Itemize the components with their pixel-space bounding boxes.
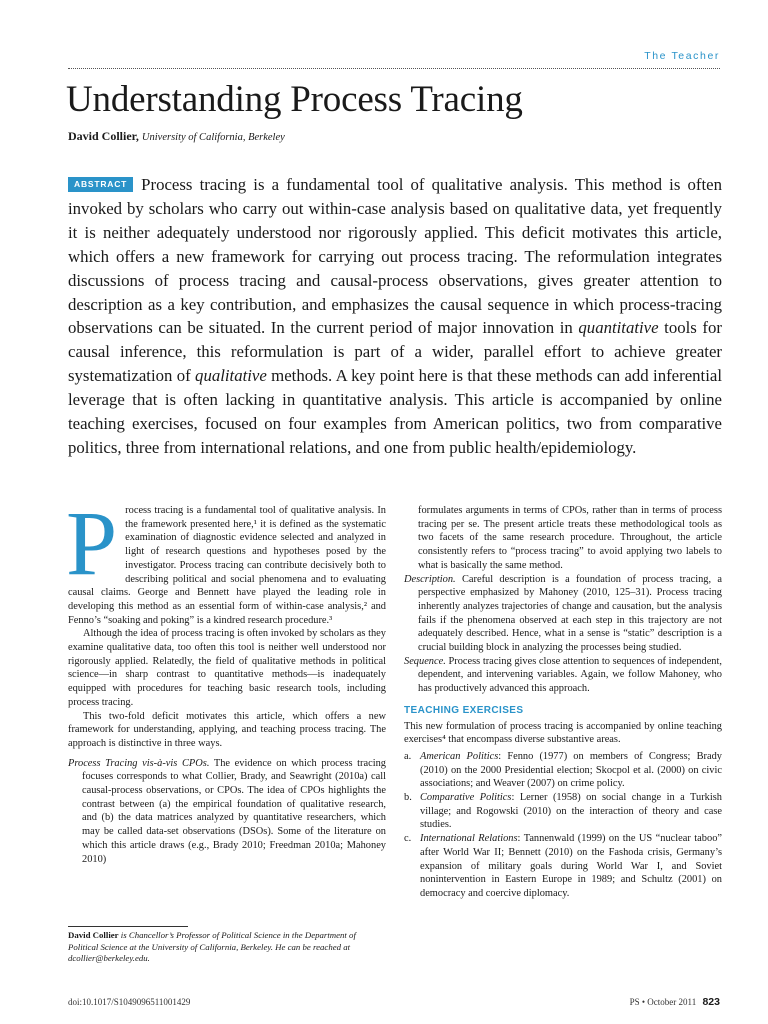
abstract-badge: ABSTRACT (68, 177, 133, 192)
footnote-rule (68, 926, 188, 927)
exercise-item (404, 832, 722, 901)
abstract-emphasis-qualitative: qualitative (195, 366, 267, 386)
list-label: a. (404, 750, 412, 762)
abstract (68, 173, 722, 460)
footnote-text: is Chancellor’s Professor of Political Science in the Department of Political Science at the University of California, Berkeley. He can be reached at dcollier@berkeley.edu. (68, 930, 356, 963)
abstract-text-2: tools for causal inference, this reformulation is part of a wider, parallel effort to achieve greater systematization of (68, 318, 722, 386)
dotted-header-rule (68, 68, 720, 69)
page-number: 823 (702, 996, 720, 1008)
continued-paragraph: formulates arguments in terms of CPOs, rather than in terms of process tracing per se. The present article treats these methodological tools as two facets of the same research procedure. Throughout, the article consistently refers to “process tracing” to avoid applying two labels to what is basically the same method. (418, 505, 722, 571)
author-affiliation: University of California, Berkeley (141, 132, 285, 143)
run-in-heading: Process Tracing vis-à-vis CPOs. (68, 757, 210, 769)
abstract-text-3: methods. A key point here is that these methods can add inferential leverage that is often lacking in quantitative analysis. This article is accompanied by online teaching exercises, focused on four examples from American politics, two from comparative politics, three from international relations, and one from public health/epidemiology. (68, 366, 722, 457)
doi-text: doi:10.1017/S1049096511001429 (68, 997, 191, 1007)
section-heading: TEACHING EXERCISES (404, 704, 524, 716)
description-text: Careful description is a foundation of process tracing, a perspective emphasized by Mahoney (2010, 125–31). Process tracing inherently analyzes trajectories of change and causation, but the analysis fails if the phenomena observed at each step in this trajectory are not adequately described. Hence, what in a sense is “static” description is a crucial building block in analyzing the processes being studied. (418, 573, 722, 654)
exercise-text: : Tannenwald (1999) on the US “nuclear taboo” after World War II; Bennett (2010) on the Fashoda crisis, Germany’s expansion of military goals during World War I, and Soviet nonintervention in Eastern Europe in 1989; and Schultz (2001) on democracy and coercive diplomacy. (420, 833, 722, 899)
article-title: Understanding Process Tracing (66, 79, 523, 120)
author-footnote (68, 930, 386, 965)
body-paragraph: Although the idea of process tracing is often invoked by scholars as they examine qualitative data, too often this tool is neither well understood nor rigorously applied. Relatedly, the field of qualitative methods in political science—in sharp contrast to quantitative methods—is inadequately equipped with procedures for teaching basic research tools, including process tracing. (68, 628, 386, 708)
byline (68, 129, 285, 144)
description-paragraph (404, 573, 722, 655)
intro-text: rocess tracing is a fundamental tool of qualitative analysis. In the framework presented here,¹ it is defined as the systematic examination of diagnostic evidence selected and analyzed in light of research questions and hypotheses posed by the investigator. Process tracing can contribute decisively both to describing political and social phenomena and to evaluating causal claims. George and Bennett have played the leading role in developing this method as an essential form of within-case analysis,² and Fenno’s “soaking and poking” is a kindred research procedure.³ (68, 505, 386, 626)
journal-issue: PS • October 2011 (629, 997, 697, 1007)
intro-paragraph (66, 492, 386, 627)
sequence-text: Process tracing gives close attention to sequences of independent, dependent, and intervening variables. Again, we follow Mahoney, who has productively advanced this approach. (418, 655, 722, 695)
list-label: c. (404, 833, 412, 845)
body-paragraph: This two-fold deficit motivates this article, which offers a new framework for understanding, applying, and teaching process tracing. The approach is distinctive in three ways. (68, 710, 386, 749)
body-column-left (66, 492, 386, 866)
field-name: Comparative Politics (420, 792, 512, 804)
section-label: The Teacher (644, 50, 720, 62)
run-in-heading: Sequence. (404, 655, 446, 667)
cpo-text: The evidence on which process tracing focuses corresponds to what Collier, Brady, and Seawright (2010a) call causal-process observations, or CPOs. The idea of CPOs highlights the contrast between (a) the empirical foundation of qualitative research, and (b) the data matrices analyzed by quantitative researchers, which may be called data-set observations (DSOs). Some of the literature on which this article draws (e.g., Brady 2010; Freedman 2010a; Mahoney 2010) (82, 757, 386, 865)
sequence-paragraph (404, 655, 722, 696)
exercise-item (404, 750, 722, 791)
list-label: b. (404, 792, 412, 804)
exercise-text: : Lerner (1958) on social change in a Turkish village; and Rogowski (2010) on the interaction of theory and case studies. (420, 792, 722, 831)
footnote-author: David Collier (68, 930, 119, 940)
drop-cap: P (66, 492, 118, 594)
abstract-text-1: Process tracing is a fundamental tool of qualitative analysis. This method is often invoked by scholars who carry out within-case analysis based on qualitative data, yet frequently it is neither adequately understood nor rigorously applied. This deficit motivates this article, which offers a new framework for carrying out process tracing. The reformulation integrates discussions of process tracing and causal-process observations, gives greater attention to description as a key contribution, and emphasizes the causal sequence in which process-tracing observations can be situated. In the current period of major innovation in (68, 175, 722, 338)
cpo-paragraph (68, 757, 386, 867)
abstract-emphasis-quantitative: quantitative (578, 318, 659, 338)
page-footer (630, 996, 720, 1008)
run-in-heading: Description. (404, 573, 456, 585)
body-column-right (404, 504, 722, 901)
exercise-item (404, 791, 722, 832)
exercise-text: : Fenno (1977) on members of Congress; Brady (2010) on the 2000 Presidential election; Skocpol et al. (2000) on civic associations; and Weaver (2007) on crime policy. (420, 750, 722, 790)
field-name: American Politics (420, 750, 499, 762)
field-name: International Relations (420, 833, 518, 845)
author-name: David Collier, (68, 129, 139, 143)
exercises-intro: This new formulation of process tracing is accompanied by online teaching exercises⁴ that encompass diverse substantive areas. (404, 720, 722, 746)
